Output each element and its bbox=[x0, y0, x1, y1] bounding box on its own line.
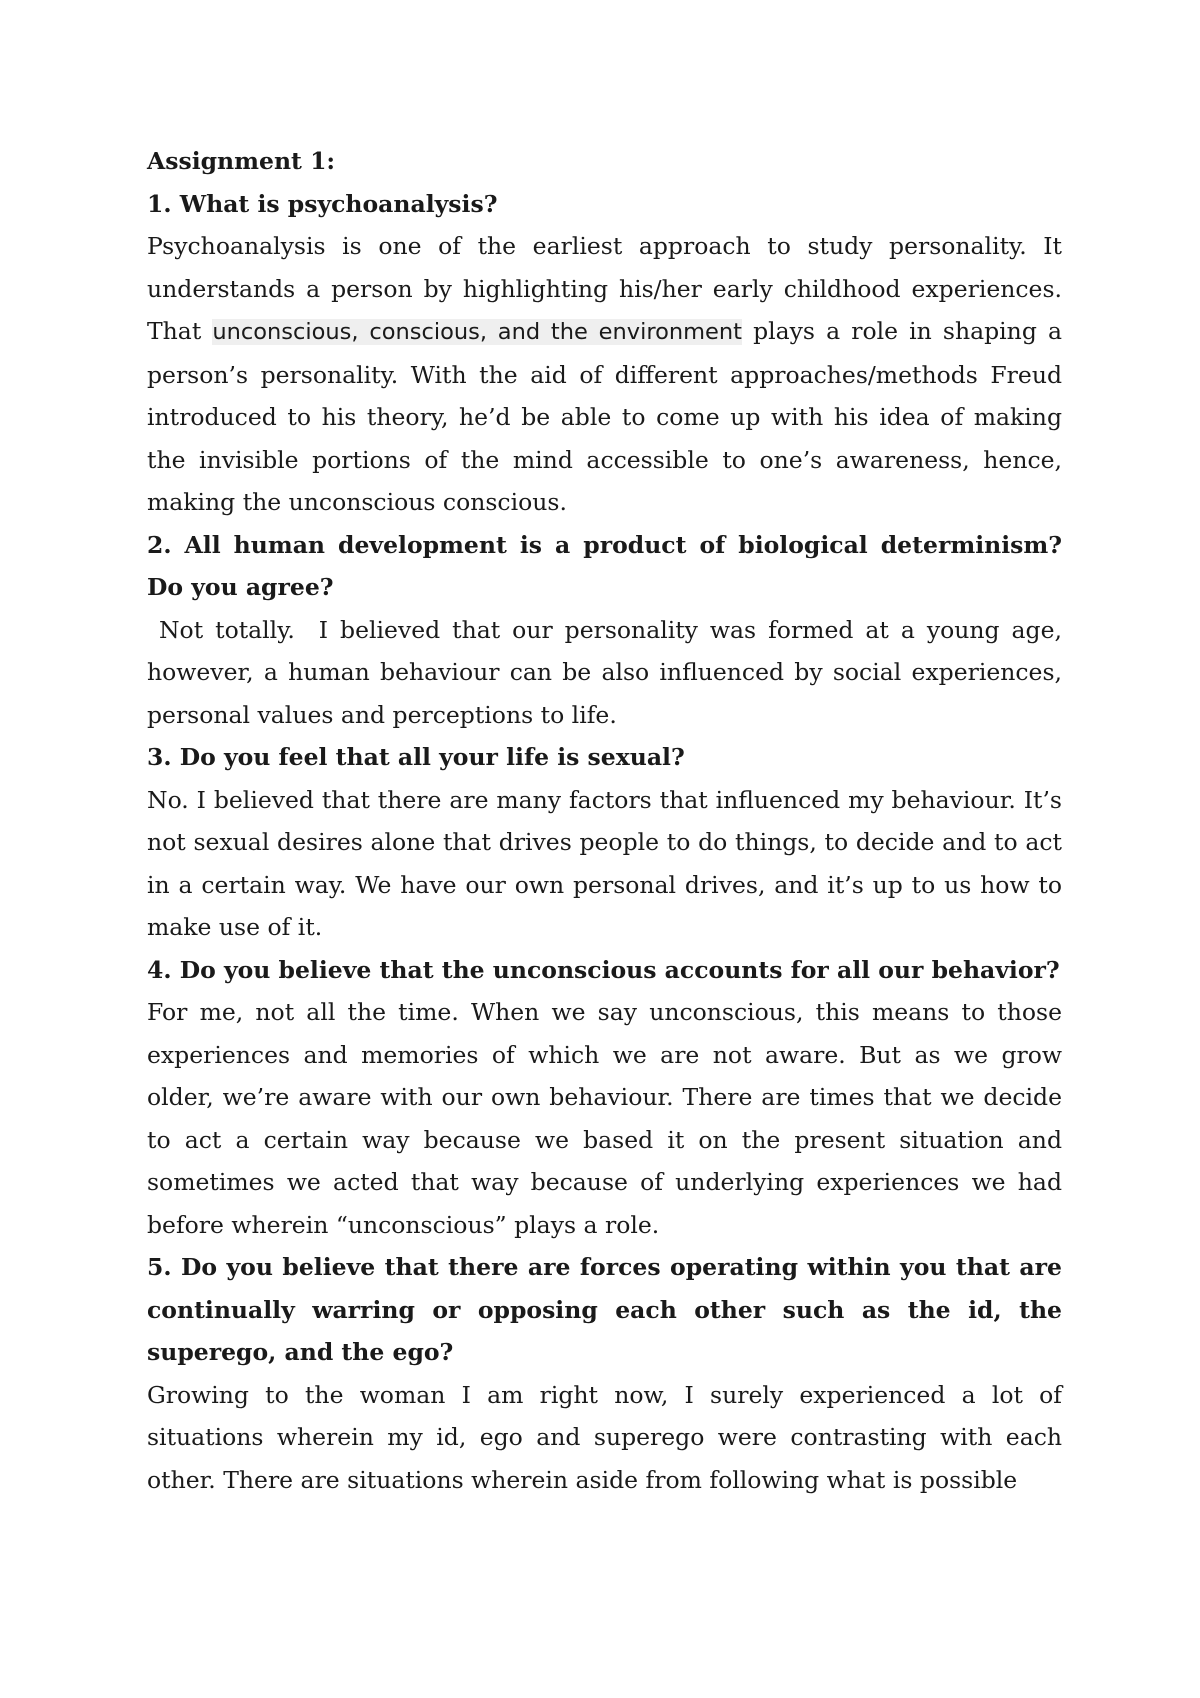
answer-1 bbox=[147, 225, 1062, 524]
question-2: 2. All human development is a product of biological determinism? Do you agree? bbox=[147, 530, 1062, 601]
answer-1-part-2: plays a role in shaping a person’s personality. With the aid of different approaches/methods Freud introduced to his theory, he’d be able to come up with his idea of making the invisible portions of the mind accessible to one’s awareness, hence, making the unconscious conscious. bbox=[147, 317, 1062, 516]
answer-4: For me, not all the time. When we say unconscious, this means to those experiences and memories of which we are not aware. But as we grow older, we’re aware with our own behaviour. There are times that we decide to act a certain way because we based it on the present situation and sometimes we acted that way because of underlying experiences we had before wherein “unconscious” plays a role. bbox=[147, 998, 1062, 1239]
answer-3: No. I believed that there are many factors that influenced my behaviour. It’s not sexual desires alone that drives people to do things, to decide and to act in a certain way. We have our own personal drives, and it’s up to us how to make use of it. bbox=[147, 785, 1062, 941]
answer-1-part-1: Psychoanalysis is one of the earliest approach to study personality. It understands a person by highlighting his/her early childhood experiences. That bbox=[147, 232, 1062, 345]
document-body bbox=[147, 140, 1070, 1501]
question-5: 5. Do you believe that there are forces operating within you that are continually warring or opposing each other such as the id, the superego, and the ego? bbox=[147, 1253, 1062, 1366]
answer-5: Growing to the woman I am right now, I surely experienced a lot of situations wherein my id, ego and superego were contrasting with each other. There are situations wherein aside from following what is possible bbox=[147, 1380, 1062, 1494]
answer-2: Not totally. I believed that our personality was formed at a young age, however, a human behaviour can be also influenced by social experiences, personal values and perceptions to life. bbox=[147, 615, 1070, 729]
answer-1-highlighted-text: unconscious, conscious, and the environment bbox=[212, 319, 742, 345]
question-4: 4. Do you believe that the unconscious accounts for all our behavior? bbox=[147, 955, 1060, 984]
assignment-title: Assignment 1: bbox=[147, 147, 336, 175]
question-3: 3. Do you feel that all your life is sexual? bbox=[147, 743, 685, 771]
question-1: 1. What is psychoanalysis? bbox=[147, 189, 498, 218]
